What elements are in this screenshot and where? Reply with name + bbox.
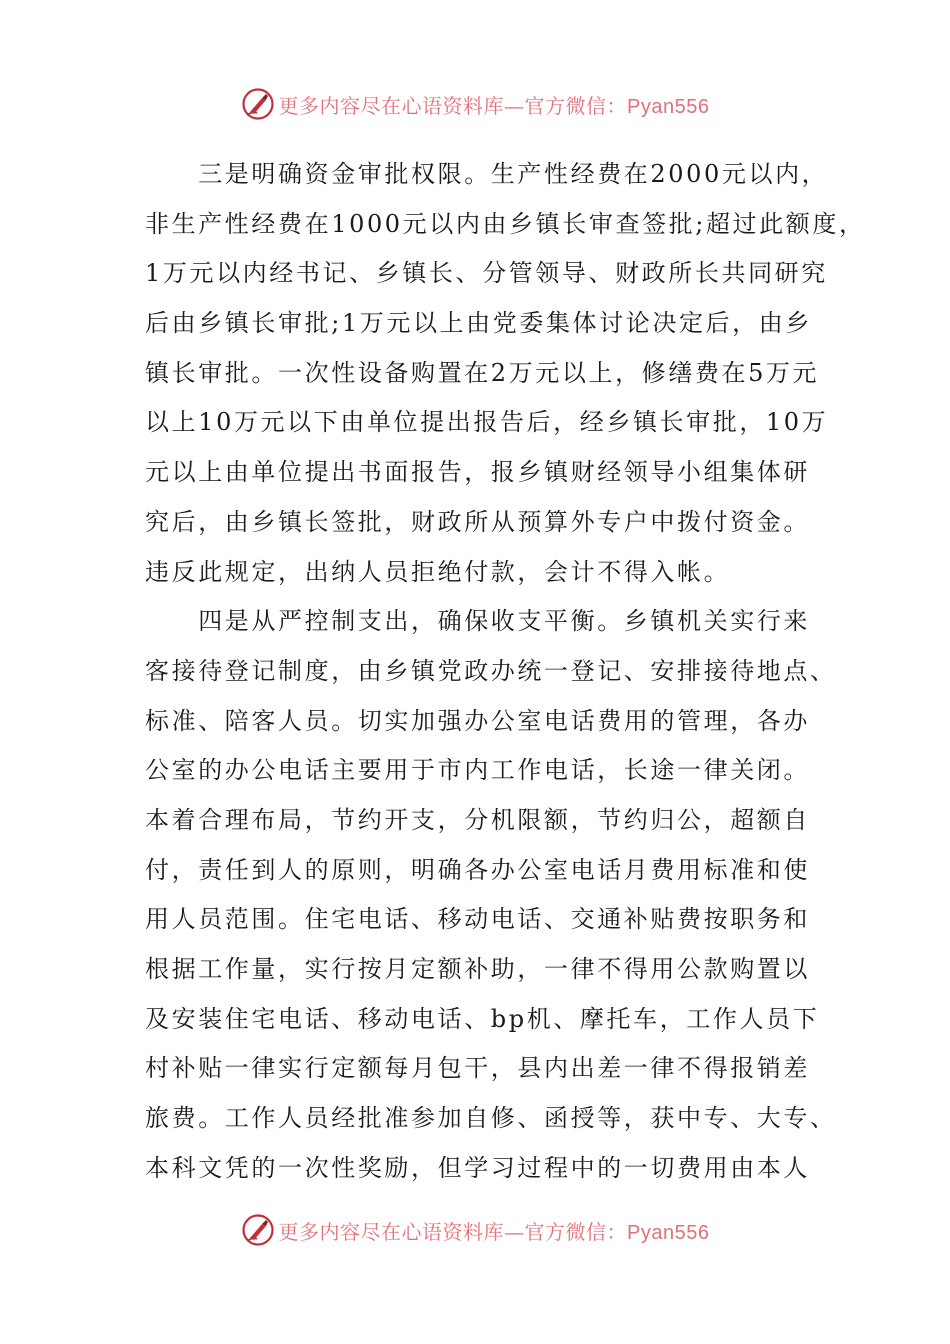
text-line: 元以上由单位提出书面报告，报乡镇财经领导小组集体研	[145, 458, 810, 487]
text-line: 究后，由乡镇长签批，财政所从预算外专户中拨付资金。	[145, 507, 810, 536]
text-line: 本科文凭的一次性奖励，但学习过程中的一切费用由本人	[145, 1153, 810, 1182]
text-line: 非生产性经费在1000元以内由乡镇长审查签批;超过此额度，	[145, 209, 866, 238]
header-banner	[0, 84, 950, 124]
footer-title: 更多内容尽在心语资料库	[278, 1219, 505, 1244]
text-line: 客接待登记制度，由乡镇党政办统一登记、安排接待地点、	[145, 656, 837, 685]
text-line: 违反此规定，出纳人员拒绝付款，会计不得入帐。	[145, 557, 731, 586]
footer-wechat-id: Pyan556	[627, 1221, 710, 1244]
text-line: 公室的办公电话主要用于市内工作电话，长途一律关闭。	[145, 756, 810, 785]
text-line: 付，责任到人的原则，明确各办公室电话月费用标准和使	[145, 855, 810, 884]
text-line: 及安装住宅电话、移动电话、bp机、摩托车，工作人员下	[145, 1004, 820, 1033]
footer-banner-text	[279, 1216, 710, 1245]
footer-wechat-label: 官方微信：	[524, 1219, 628, 1244]
text-line: 三是明确资金审批权限。生产性经费在2000元以内，	[145, 160, 829, 188]
text-line: 村补贴一律实行定额每月包干，县内出差一律不得报销差	[145, 1054, 810, 1083]
pen-logo-icon	[241, 87, 275, 121]
pen-logo-icon	[241, 1213, 275, 1247]
header-dash: —	[504, 93, 525, 118]
text-line: 镇长审批。一次性设备购置在2万元以上，修缮费在5万元	[145, 358, 820, 387]
text-line: 1万元以内经书记、乡镇长、分管领导、财政所长共同研究	[145, 259, 828, 288]
document-body	[145, 150, 866, 1193]
header-wechat-label: 官方微信：	[524, 93, 628, 118]
text-line: 用人员范围。住宅电话、移动电话、交通补贴费按职务和	[145, 905, 810, 934]
text-line: 本着合理布局，节约开支，分机限额，节约归公，超额自	[145, 805, 810, 834]
text-line: 旅费。工作人员经批准参加自修、函授等，获中专、大专、	[145, 1104, 837, 1133]
text-line: 以上10万元以下由单位提出报告后，经乡镇长审批，10万	[145, 408, 829, 437]
footer-banner-content	[241, 1213, 710, 1247]
footer-dash: —	[504, 1219, 525, 1244]
footer-banner	[0, 1210, 950, 1250]
header-banner-text	[279, 90, 710, 119]
text-line: 后由乡镇长审批;1万元以上由党委集体讨论决定后，由乡	[145, 309, 812, 338]
header-title: 更多内容尽在心语资料库	[278, 93, 505, 118]
text-line: 标准、陪客人员。切实加强办公室电话费用的管理，各办	[145, 706, 810, 735]
text-line: 四是从严控制支出，确保收支平衡。乡镇机关实行来	[145, 607, 810, 636]
header-banner-content	[241, 87, 710, 121]
header-wechat-id: Pyan556	[627, 95, 710, 118]
text-line: 根据工作量，实行按月定额补助，一律不得用公款购置以	[145, 955, 810, 983]
